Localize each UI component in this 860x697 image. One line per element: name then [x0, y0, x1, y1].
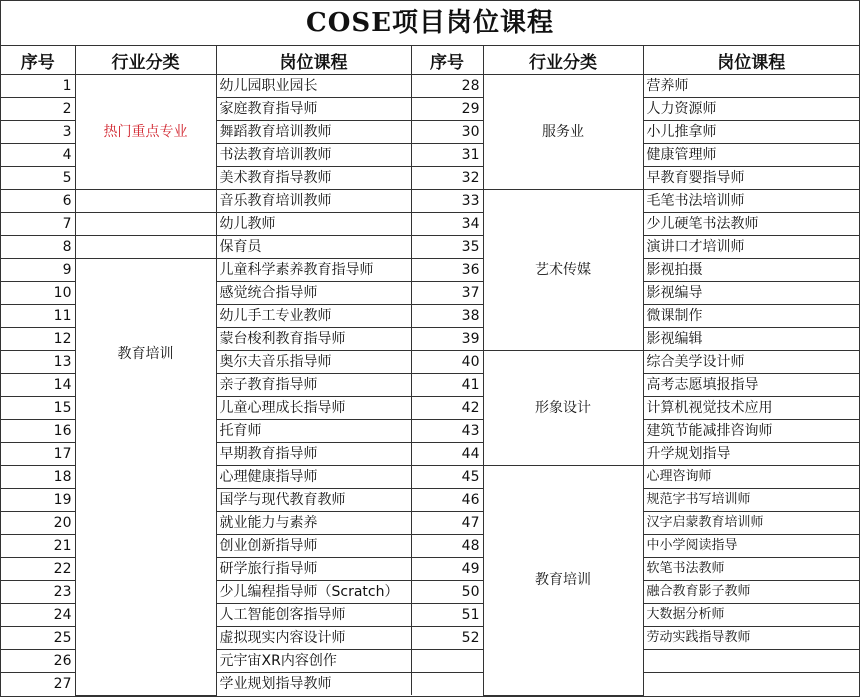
left-row-number: 10 — [1, 282, 75, 305]
right-row-number: 45 — [411, 466, 483, 489]
right-course-cell: 少儿硬笔书法教师 — [643, 213, 859, 236]
left-course-cell: 虚拟现实内容设计师 — [216, 627, 411, 650]
right-course-cell: 升学规划指导 — [643, 443, 859, 466]
left-course-cell: 感觉统合指导师 — [216, 282, 411, 305]
left-category-empty-cell — [75, 213, 216, 236]
right-row-number: 52 — [411, 627, 483, 650]
left-course-cell: 学业规划指导教师 — [216, 673, 411, 696]
right-row-number: 44 — [411, 443, 483, 466]
left-course-cell: 幼儿园职业园长 — [216, 75, 411, 98]
right-category-cell: 艺术传媒 — [483, 190, 643, 351]
right-row-number: 39 — [411, 328, 483, 351]
left-row-number: 4 — [1, 144, 75, 167]
header-category-left: 行业分类 — [75, 46, 216, 75]
right-row-number: 28 — [411, 75, 483, 98]
right-row-number: 42 — [411, 397, 483, 420]
left-row-number: 13 — [1, 351, 75, 374]
left-row-number: 27 — [1, 673, 75, 696]
right-course-cell: 影视编辑 — [643, 328, 859, 351]
left-course-cell: 早期教育指导师 — [216, 443, 411, 466]
table-row — [1, 190, 859, 213]
left-row-number: 23 — [1, 581, 75, 604]
right-row-number: 49 — [411, 558, 483, 581]
left-category-cell: 热门重点专业 — [75, 75, 216, 190]
header-course-right: 岗位课程 — [643, 46, 859, 75]
left-row-number: 8 — [1, 236, 75, 259]
left-course-cell: 奥尔夫音乐指导师 — [216, 351, 411, 374]
left-row-number: 25 — [1, 627, 75, 650]
left-course-cell: 创业创新指导师 — [216, 535, 411, 558]
right-row-number: 37 — [411, 282, 483, 305]
left-row-number: 14 — [1, 374, 75, 397]
right-course-cell: 高考志愿填报指导 — [643, 374, 859, 397]
left-course-cell: 研学旅行指导师 — [216, 558, 411, 581]
left-course-cell: 就业能力与素养 — [216, 512, 411, 535]
right-row-number: 32 — [411, 167, 483, 190]
left-course-cell: 亲子教育指导师 — [216, 374, 411, 397]
table-row — [1, 213, 859, 236]
right-course-cell: 劳动实践指导教师 — [643, 627, 859, 650]
right-row-number: 33 — [411, 190, 483, 213]
right-course-cell: 微课制作 — [643, 305, 859, 328]
right-row-number: 47 — [411, 512, 483, 535]
left-course-cell: 幼儿手工专业教师 — [216, 305, 411, 328]
left-row-number: 18 — [1, 466, 75, 489]
header-num-left: 序号 — [1, 46, 75, 75]
right-course-cell: 心理咨询师 — [643, 466, 859, 489]
right-row-number: 43 — [411, 420, 483, 443]
right-row-number: 38 — [411, 305, 483, 328]
right-course-cell: 营养师 — [643, 75, 859, 98]
left-course-cell: 幼儿教师 — [216, 213, 411, 236]
right-row-number: 51 — [411, 604, 483, 627]
left-row-number: 11 — [1, 305, 75, 328]
right-course-cell: 中小学阅读指导 — [643, 535, 859, 558]
right-course-cell: 影视拍摄 — [643, 259, 859, 282]
left-row-number: 12 — [1, 328, 75, 351]
right-category-cell: 教育培训 — [483, 466, 643, 696]
left-category-cell: 教育培训 — [75, 259, 216, 696]
left-row-number: 24 — [1, 604, 75, 627]
left-course-cell: 心理健康指导师 — [216, 466, 411, 489]
right-course-cell: 人力资源师 — [643, 98, 859, 121]
left-row-number: 20 — [1, 512, 75, 535]
left-row-number: 9 — [1, 259, 75, 282]
table-row — [1, 259, 859, 282]
right-course-cell: 早教育婴指导师 — [643, 167, 859, 190]
right-course-cell: 建筑节能减排咨询师 — [643, 420, 859, 443]
right-course-cell: 规范字书写培训师 — [643, 489, 859, 512]
left-row-number: 7 — [1, 213, 75, 236]
right-row-number: 50 — [411, 581, 483, 604]
left-course-cell: 国学与现代教育教师 — [216, 489, 411, 512]
right-course-cell: 毛笔书法培训师 — [643, 190, 859, 213]
right-row-number: 34 — [411, 213, 483, 236]
left-course-cell: 家庭教育指导师 — [216, 98, 411, 121]
header-course-left: 岗位课程 — [216, 46, 411, 75]
left-course-cell: 保育员 — [216, 236, 411, 259]
table-row — [1, 75, 859, 98]
right-course-cell: 汉字启蒙教育培训师 — [643, 512, 859, 535]
left-row-number: 17 — [1, 443, 75, 466]
right-course-cell: 健康管理师 — [643, 144, 859, 167]
right-course-cell — [643, 673, 859, 696]
right-row-number: 35 — [411, 236, 483, 259]
right-row-number — [411, 673, 483, 696]
right-course-cell: 演讲口才培训师 — [643, 236, 859, 259]
header-num-right: 序号 — [411, 46, 483, 75]
left-course-cell: 舞蹈教育培训教师 — [216, 121, 411, 144]
right-category-cell: 形象设计 — [483, 351, 643, 466]
left-row-number: 19 — [1, 489, 75, 512]
right-row-number: 36 — [411, 259, 483, 282]
left-course-cell: 少儿编程指导师（Scratch） — [216, 581, 411, 604]
right-row-number: 40 — [411, 351, 483, 374]
left-course-cell: 人工智能创客指导师 — [216, 604, 411, 627]
left-category-empty-cell — [75, 190, 216, 213]
left-course-cell: 美术教育指导教师 — [216, 167, 411, 190]
left-row-number: 3 — [1, 121, 75, 144]
left-row-number: 1 — [1, 75, 75, 98]
left-row-number: 2 — [1, 98, 75, 121]
left-course-cell: 蒙台梭利教育指导师 — [216, 328, 411, 351]
table-row — [1, 236, 859, 259]
right-category-cell: 服务业 — [483, 75, 643, 190]
header-category-right: 行业分类 — [483, 46, 643, 75]
left-course-cell: 儿童心理成长指导师 — [216, 397, 411, 420]
right-course-cell — [643, 650, 859, 673]
sheet-title: COSE项目岗位课程 — [1, 1, 859, 46]
left-row-number: 5 — [1, 167, 75, 190]
header-row — [1, 46, 859, 75]
left-course-cell: 音乐教育培训教师 — [216, 190, 411, 213]
left-row-number: 21 — [1, 535, 75, 558]
right-course-cell: 大数据分析师 — [643, 604, 859, 627]
course-table — [1, 46, 859, 696]
left-row-number: 6 — [1, 190, 75, 213]
right-course-cell: 软笔书法教师 — [643, 558, 859, 581]
right-row-number: 46 — [411, 489, 483, 512]
right-row-number — [411, 650, 483, 673]
left-category-empty-cell — [75, 236, 216, 259]
right-course-cell: 小儿推拿师 — [643, 121, 859, 144]
left-row-number: 15 — [1, 397, 75, 420]
right-row-number: 29 — [411, 98, 483, 121]
left-course-cell: 元宇宙XR内容创作 — [216, 650, 411, 673]
left-course-cell: 儿童科学素养教育指导师 — [216, 259, 411, 282]
right-row-number: 48 — [411, 535, 483, 558]
right-row-number: 31 — [411, 144, 483, 167]
right-course-cell: 融合教育影子教师 — [643, 581, 859, 604]
left-row-number: 26 — [1, 650, 75, 673]
left-course-cell: 书法教育培训教师 — [216, 144, 411, 167]
right-course-cell: 计算机视觉技术应用 — [643, 397, 859, 420]
right-row-number: 41 — [411, 374, 483, 397]
left-row-number: 16 — [1, 420, 75, 443]
right-course-cell: 综合美学设计师 — [643, 351, 859, 374]
right-course-cell: 影视编导 — [643, 282, 859, 305]
right-row-number: 30 — [411, 121, 483, 144]
left-course-cell: 托育师 — [216, 420, 411, 443]
left-row-number: 22 — [1, 558, 75, 581]
